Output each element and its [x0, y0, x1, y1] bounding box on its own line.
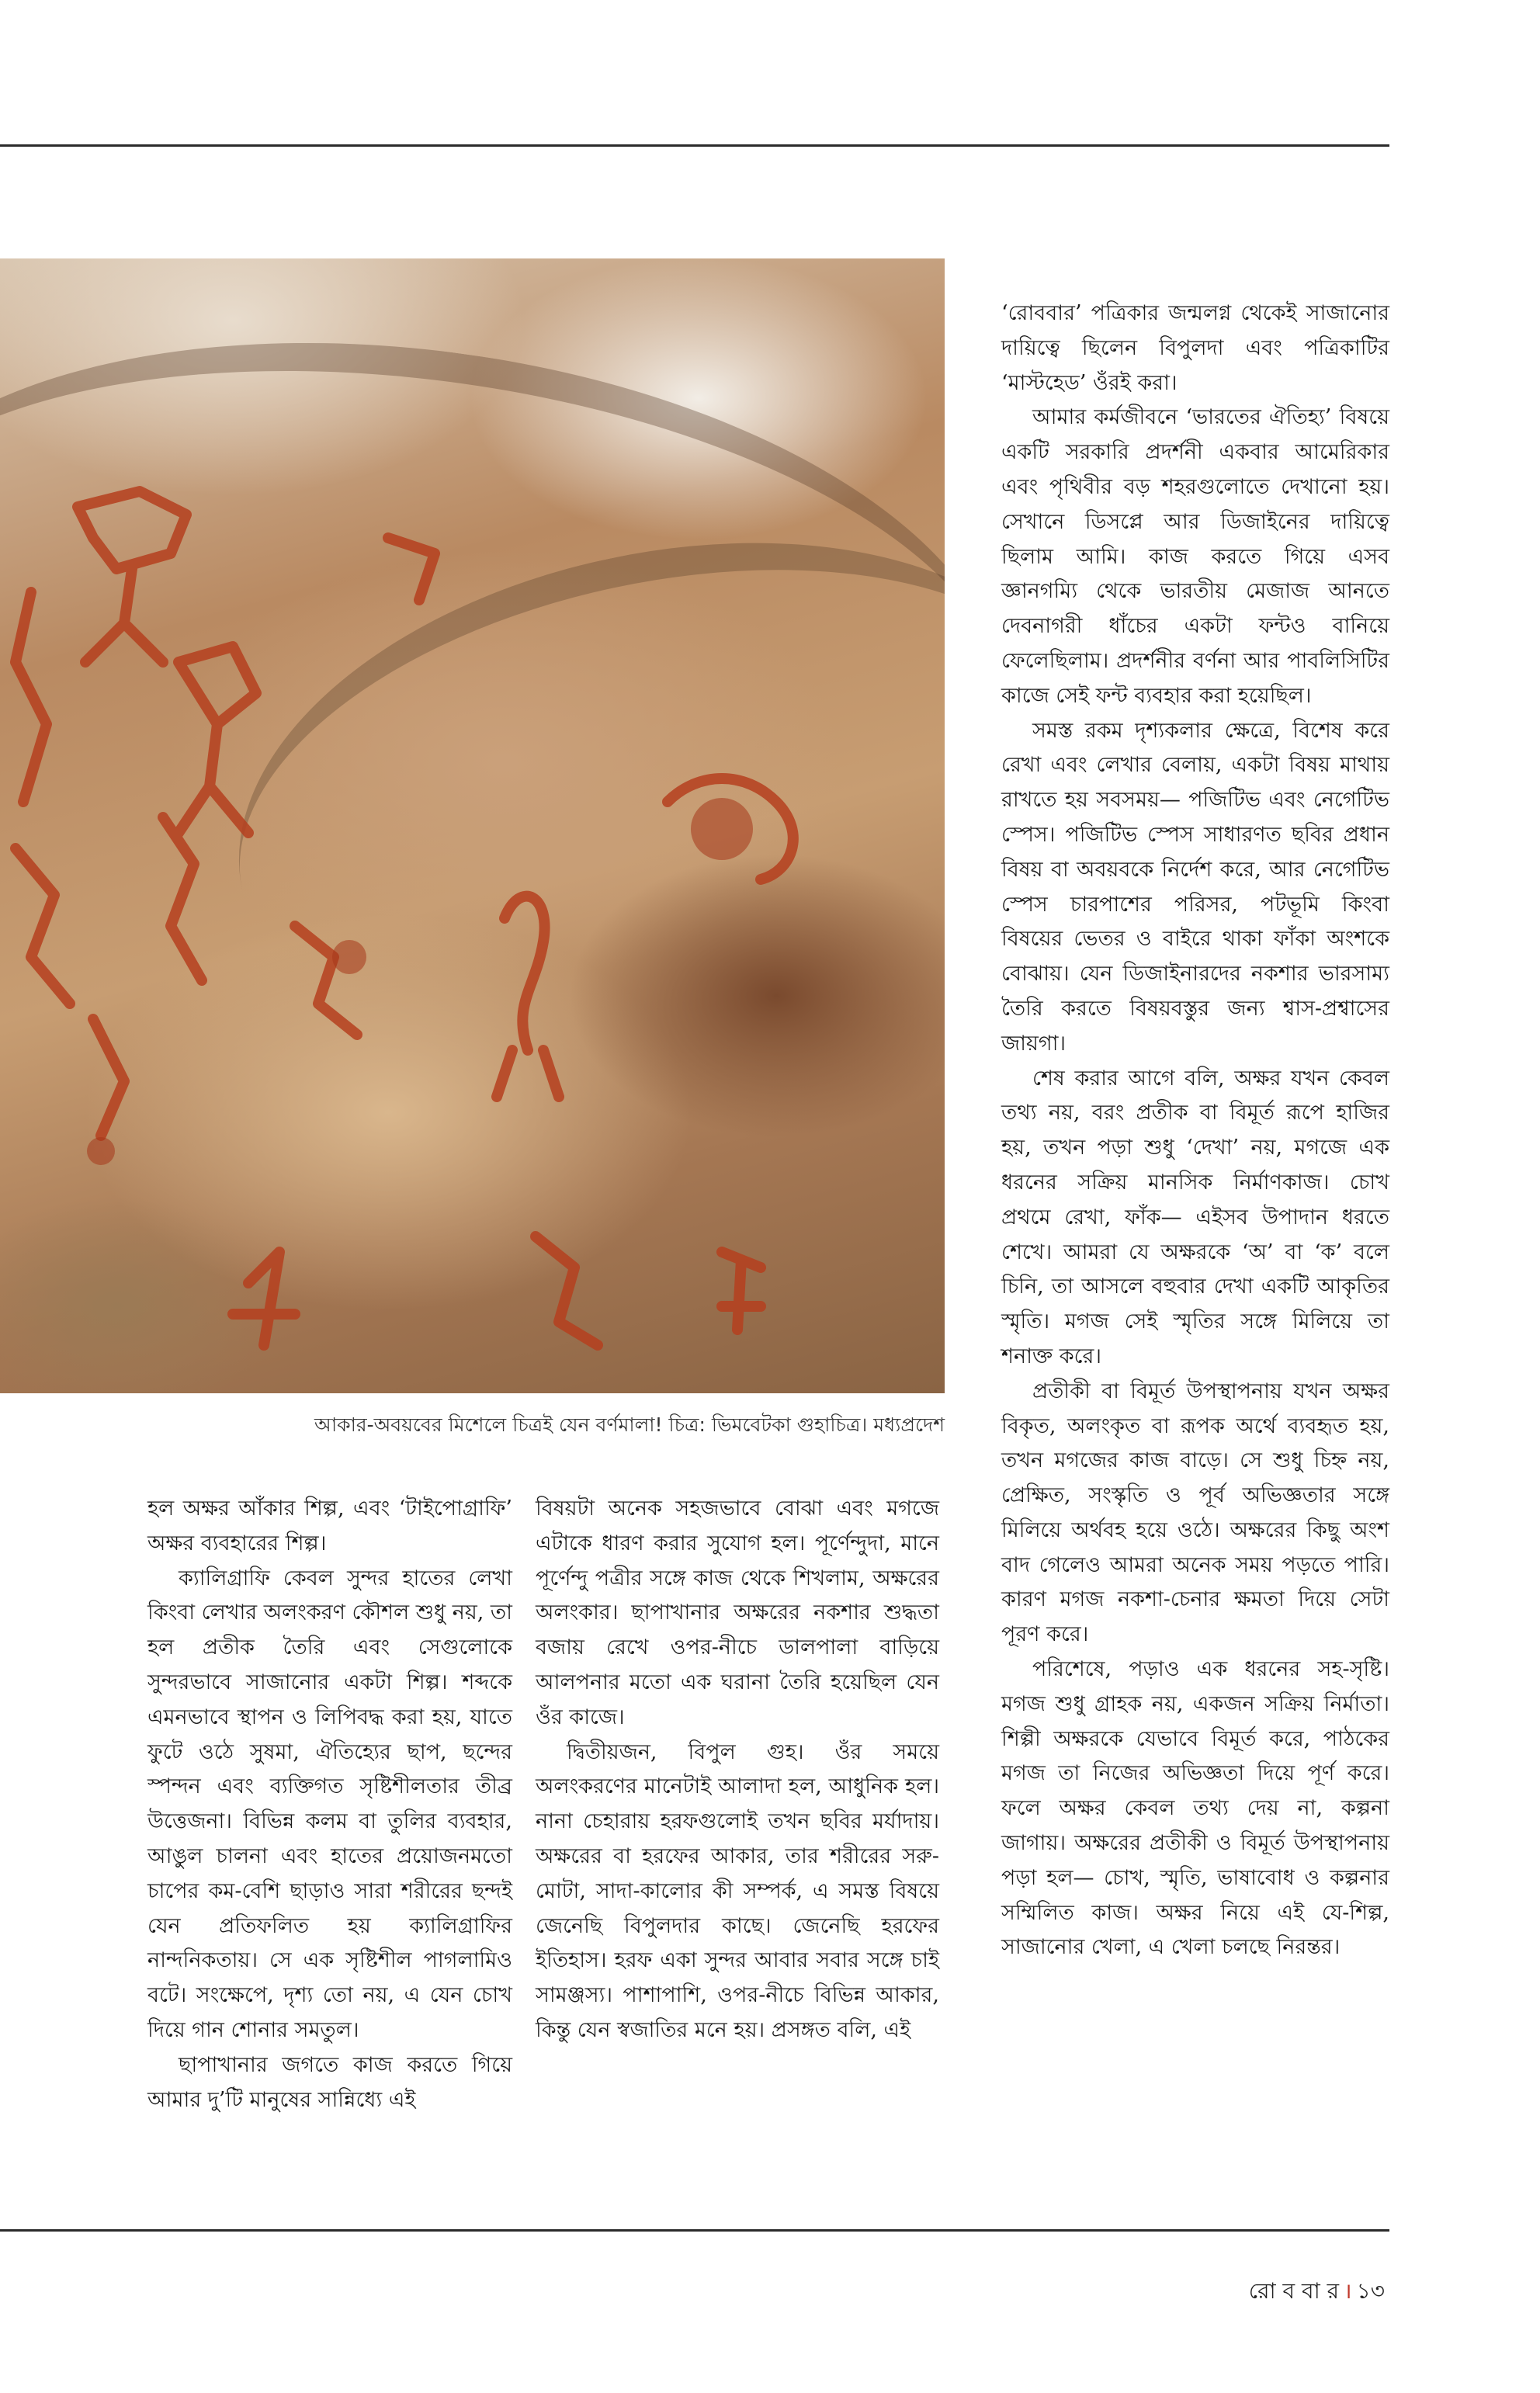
photo-caption: আকার-অবয়বের মিশেলে চিত্রই যেন বর্ণমালা! চিত্র: ভিমবেটকা গুহাচিত্র। মধ্যপ্রদেশ — [314, 1413, 945, 1436]
text-column-1 — [147, 1492, 512, 2117]
footer-separator: । — [1344, 2278, 1352, 2304]
page-number: ১৩ — [1356, 2278, 1385, 2304]
paragraph: ছাপাখানার জগতে কাজ করতে গিয়ে আমার দু’টি মানুষের সান্নিধ্যে এই — [147, 2052, 512, 2112]
paragraph: সমস্ত রকম দৃশ্যকলার ক্ষেত্রে, বিশেষ করে রেখা এবং লেখার বেলায়, একটা বিষয় মাথায় রাখতে হয় সবসময়— পজিটিভ এবং নেগেটিভ স্পেস। পজিটিভ স্পেস সাধারণত ছবির প্রধান বিষয় বা অবয়বকে নির্দেশ করে, আর নেগেটিভ স্পেস চারপাশের পরিসর, পটভূমি কিংবা বিষয়ের ভেতর ও বাইরে থাকা ফাঁকা অংশকে বোঝায়। যেন ডিজাইনারদের নকশার ভারসাম্য তৈরি করতে বিষয়বস্তুর জন্য শ্বাস-প্রশ্বাসের জায়গা। — [1001, 718, 1389, 1056]
top-rule — [0, 144, 1389, 147]
paragraph: ‘রোববার’ পত্রিকার জন্মলগ্ন থেকেই সাজানোর দায়িত্বে ছিলেন বিপুলদা এবং পত্রিকাটির ‘মাস্টহেড’ ওঁরই করা। — [1001, 301, 1389, 395]
text-column-2 — [536, 1492, 939, 2048]
text-column-3 — [1001, 297, 1389, 1965]
paragraph: প্রতীকী বা বিমূর্ত উপস্থাপনায় যখন অক্ষর বিকৃত, অলংকৃত বা রূপক অর্থে ব্যবহৃত হয়, তখন মগজের কাজ বাড়ে। সে শুধু চিহ্ন নয়, প্রেক্ষিত, সংস্কৃতি ও পূর্ব অভিজ্ঞতার সঙ্গে মিলিয়ে অর্থবহ হয়ে ওঠে। অক্ষরের কিছু অংশ বাদ গেলেও আমরা অনেক সময় পড়তে পারি। কারণ মগজ নকশা-চেনার ক্ষমতা দিয়ে সেটা পূরণ করে। — [1001, 1379, 1389, 1647]
paragraph: আমার কর্মজীবনে ‘ভারতের ঐতিহ্য’ বিষয়ে একটি সরকারি প্রদর্শনী একবার আমেরিকার এবং পৃথিবীর বড় শহরগুলোতে দেখানো হয়। সেখানে ডিসপ্লে আর ডিজাইনের দায়িত্বে ছিলাম আমি। কাজ করতে গিয়ে এসব জ্ঞানগম্যি থেকে ভারতীয় মেজাজ আনতে দেবনাগরী ধাঁচের একটা ফন্টও বানিয়ে ফেলেছিলাম। প্রদর্শনীর বর্ণনা আর পাবলিসিটির কাজে সেই ফন্ট ব্যবহার করা হয়েছিল। — [1001, 405, 1389, 708]
paragraph: শেষ করার আগে বলি, অক্ষর যখন কেবল তথ্য নয়, বরং প্রতীক বা বিমূর্ত রূপে হাজির হয়, তখন পড়া শুধু ‘দেখা’ নয়, মগজে এক ধরনের সক্রিয় মানসিক নির্মাণকাজ। চোখ প্রথমে রেখা, ফাঁক— এইসব উপাদান ধরতে শেখে। আমরা যে অক্ষরকে ‘অ’ বা ‘ক’ বলে চিনি, তা আসলে বহুবার দেখা একটি আকৃতির স্মৃতি। মগজ সেই স্মৃতির সঙ্গে মিলিয়ে তা শনাক্ত করে। — [1001, 1066, 1389, 1368]
paragraph: হল অক্ষর আঁকার শিল্প, এবং ‘টাইপোগ্রাফি’ অক্ষর ব্যবহারের শিল্প। — [147, 1496, 512, 1555]
magazine-name: রো ব বা র — [1248, 2278, 1339, 2304]
page-footer — [1249, 2274, 1385, 2311]
paragraph: ক্যালিগ্রাফি কেবল সুন্দর হাতের লেখা কিংবা লেখার অলংকরণ কৌশল শুধু নয়, তা হল প্রতীক তৈরি এবং সেগুলোকে সুন্দরভাবে সাজানোর একটা শিল্প। শব্দকে এমনভাবে স্থাপন ও লিপিবদ্ধ করা হয়, যাতে ফুটে ওঠে সুষমা, ঐতিহ্যের ছাপ, ছন্দের স্পন্দন এবং ব্যক্তিগত সৃষ্টিশীলতার তীব্র উত্তেজনা। বিভিন্ন কলম বা তুলির ব্যবহার, আঙুল চালনা এবং হাতের প্রয়োজনমতো চাপের কম-বেশি ছাড়াও সারা শরীরের ছন্দই যেন প্রতিফলিত হয় ক্যালিগ্রাফির নান্দনিকতায়। সে এক সৃষ্টিশীল পাগলামিও বটে। সংক্ষেপে, দৃশ্য তো নয়, এ যেন চোখ দিয়ে গান শোনার সমতুল। — [147, 1566, 512, 2042]
paragraph: বিষয়টা অনেক সহজভাবে বোঝা এবং মগজে এটাকে ধারণ করার সুযোগ হল। পূর্ণেন্দুদা, মানে পূর্ণেন্দু পত্রীর সঙ্গে কাজ থেকে শিখলাম, অক্ষরের অলংকার। ছাপাখানার অক্ষরের নকশার শুদ্ধতা বজায় রেখে ওপর-নীচে ডালপালা বাড়িয়ে আলপনার মতো এক ঘরানা তৈরি হয়েছিল যেন ওঁর কাজে। — [536, 1496, 939, 1729]
paragraph: পরিশেষে, পড়াও এক ধরনের সহ-সৃষ্টি। মগজ শুধু গ্রাহক নয়, একজন সক্রিয় নির্মাতা। শিল্পী অক্ষরকে যেভাবে বিমূর্ত করে, পাঠকের মগজ তা নিজের অভিজ্ঞতা দিয়ে পূর্ণ করে। ফলে অক্ষর কেবল তথ্য দেয় না, কল্পনা জাগায়। অক্ষরের প্রতীকী ও বিমূর্ত উপস্থাপনায় পড়া হল— চোখ, স্মৃতি, ভাষাবোধ ও কল্পনার সম্মিলিত কাজ। অক্ষর নিয়ে এই যে-শিল্প, সাজানোর খেলা, এ খেলা চলছে নিরন্তর। — [1001, 1657, 1389, 1960]
cave-painting-photo — [0, 258, 945, 1393]
paragraph: দ্বিতীয়জন, বিপুল গুহ। ওঁর সময়ে অলংকরণের মানেটাই আলাদা হল, আধুনিক হল। নানা চেহারায় হরফগুলোই তখন ছবির মর্যাদায়। অক্ষরের বা হরফের আকার, তার শরীরের সরু-মোটা, সাদা-কালোর কী সম্পর্ক, এ সমস্ত বিষয়ে জেনেছি বিপুলদার কাছে। জেনেছি হরফের ইতিহাস। হরফ একা সুন্দর আবার সবার সঙ্গে চাই সামঞ্জস্য। পাশাপাশি, ওপর-নীচে বিভিন্ন আকার, কিন্তু যেন স্বজাতির মনে হয়। প্রসঙ্গত বলি, এই — [536, 1739, 939, 2042]
ochre-figures — [0, 258, 945, 1393]
bottom-rule — [0, 2229, 1389, 2232]
